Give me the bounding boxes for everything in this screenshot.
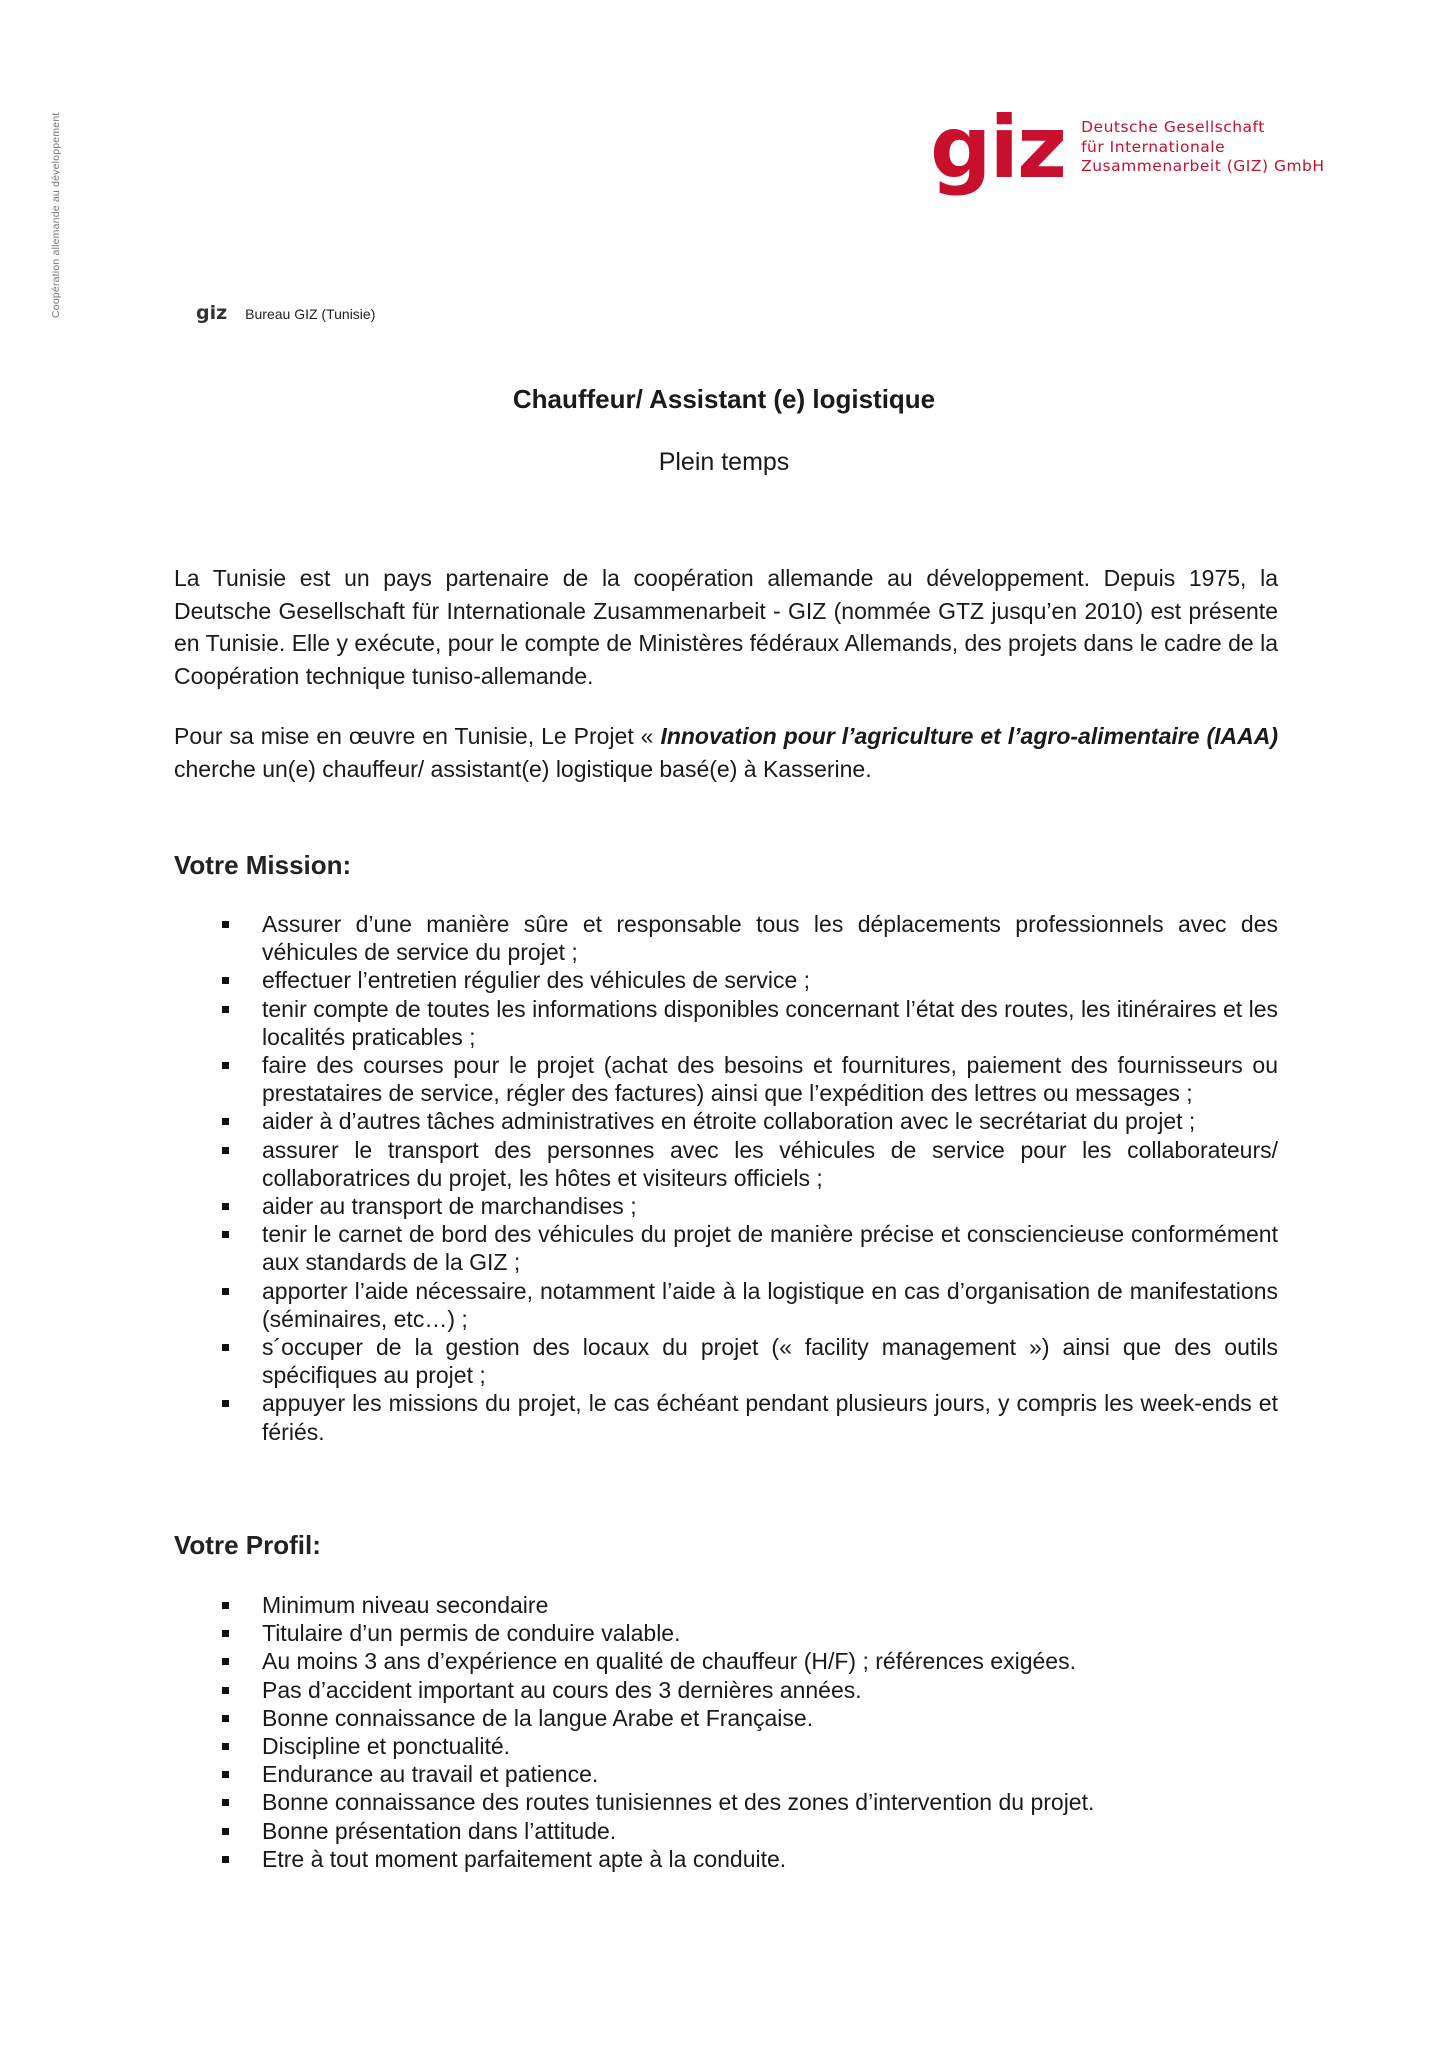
mission-item: aider au transport de marchandises ; xyxy=(262,1192,1278,1220)
project-text-after: cherche un(e) chauffeur/ assistant(e) logistique basé(e) à Kasserine. xyxy=(174,755,872,782)
profile-item: Discipline et ponctualité. xyxy=(262,1732,1278,1760)
profile-item: Endurance au travail et patience. xyxy=(262,1760,1278,1788)
logo-line: Zusammenarbeit (GIZ) GmbH xyxy=(1081,157,1325,175)
project-paragraph xyxy=(174,720,1278,785)
profile-item: Pas d’accident important au cours des 3 dernières années. xyxy=(262,1676,1278,1704)
logo-line: für Internationale xyxy=(1081,137,1226,156)
job-subtitle: Plein temps xyxy=(658,448,790,476)
profile-list xyxy=(262,1591,1278,1873)
job-title: Chauffeur/ Assistant (e) logistique xyxy=(512,384,936,414)
office-name: Bureau GIZ (Tunisie) xyxy=(245,306,376,322)
mission-item: s´occuper de la gestion des locaux du projet (« facility management ») ainsi que des outils spécifiques au projet ; xyxy=(262,1334,1278,1389)
side-caption: Coopération allemande au développement xyxy=(50,112,62,318)
mission-item: tenir le carnet de bord des véhicules du projet de manière précise et consciencieuse conformément aux standards de la GIZ ; xyxy=(262,1221,1278,1276)
profile-item: Etre à tout moment parfaitement apte à la conduite. xyxy=(262,1845,1278,1873)
profile-item: Bonne présentation dans l’attitude. xyxy=(262,1817,1278,1845)
mission-item: faire des courses pour le projet (achat des besoins et fournitures, paiement des fournisseurs ou prestataires de service, régler des factures) ainsi que l’expédition des lettres ou messages ; xyxy=(262,1052,1278,1107)
profile-item: Minimum niveau secondaire xyxy=(262,1591,1278,1619)
project-text-before: Pour sa mise en œuvre en Tunisie, Le Projet « xyxy=(174,723,661,749)
giz-logo-text xyxy=(1081,118,1324,177)
giz-logo xyxy=(930,98,1325,198)
office-header xyxy=(196,302,375,324)
profile-item: Titulaire d’un permis de conduire valable. xyxy=(262,1619,1278,1647)
project-name: Innovation pour l’agriculture et l’agro-alimentaire (IAAA) xyxy=(660,723,1278,749)
mission-item: apporter l’aide nécessaire, notamment l’aide à la logistique en cas d’organisation de manifestations (séminaires, etc…) ; xyxy=(262,1277,1278,1332)
mission-item: aider à d’autres tâches administratives en étroite collaboration avec le secrétariat du projet ; xyxy=(262,1107,1278,1135)
profile-item: Bonne connaissance des routes tunisiennes et des zones d’intervention du projet. xyxy=(262,1788,1278,1816)
mission-item: tenir compte de toutes les informations disponibles concernant l’état des routes, les itinéraires et les localités praticables ; xyxy=(262,995,1278,1050)
logo-line: Deutsche Gesellschaft xyxy=(1081,118,1265,136)
office-logo-mark: giz xyxy=(196,302,228,324)
mission-item: Assurer d’une manière sûre et responsable tous les déplacements professionnels avec des véhicules de service du projet ; xyxy=(262,911,1278,966)
mission-list xyxy=(262,910,1278,1446)
mission-item: effectuer l’entretien régulier des véhicules de service ; xyxy=(262,966,1278,994)
mission-item: assurer le transport des personnes avec les véhicules de service pour les collaborateurs/ collaboratrices du projet, les hôtes et visiteurs officiels ; xyxy=(262,1136,1278,1191)
mission-heading: Votre Mission: xyxy=(174,850,352,880)
profile-item: Au moins 3 ans d’expérience en qualité de chauffeur (H/F) ; références exigées. xyxy=(262,1647,1278,1675)
profile-item: Bonne connaissance de la langue Arabe et Française. xyxy=(262,1704,1278,1732)
profile-heading: Votre Profil: xyxy=(174,1530,321,1560)
giz-logo-mark: giz xyxy=(930,98,1066,198)
intro-paragraph: La Tunisie est un pays partenaire de la coopération allemande au développement. Depuis 1975, la Deutsche Gesellschaft für Internationale Zusammenarbeit - GIZ (nommée GTZ jusqu’en 2010) est présente en Tunisie. Elle y exécute, pour le compte de Ministères fédéraux Allemands, des projets dans le cadre de la Coopération technique tuniso-allemande. xyxy=(174,565,1278,689)
mission-item: appuyer les missions du projet, le cas échéant pendant plusieurs jours, y compris les week-ends et fériés. xyxy=(262,1390,1278,1445)
